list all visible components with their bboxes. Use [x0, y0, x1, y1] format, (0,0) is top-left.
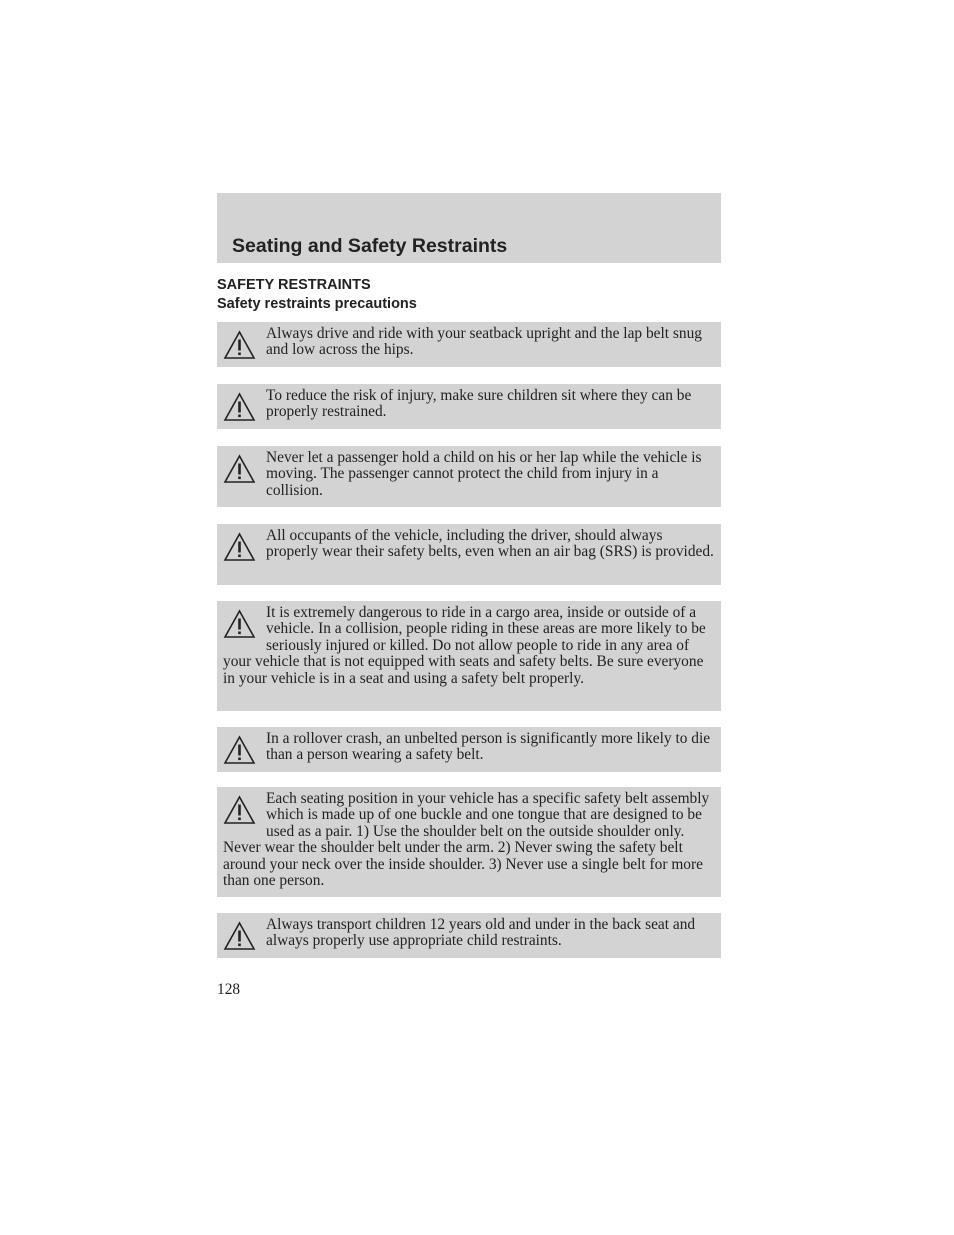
warning-box — [217, 913, 721, 958]
warning-text: It is extremely dangerous to ride in a cargo area, inside or outside of a vehicle. In a collision, people riding in these areas are more likely to be seriously injured or killed. Do not allow people to ride in any area of your vehicle that is not equipped with seats and safety belts. Be sure everyone in your vehicle is in a seat and using a safety belt properly. — [223, 604, 706, 687]
warning-triangle-icon — [223, 532, 256, 562]
warning-triangle-icon — [223, 392, 256, 422]
warning-triangle-icon — [223, 330, 256, 360]
warning-text: In a rollover crash, an unbelted person is significantly more likely to die than a person wearing a safety belt. — [266, 730, 711, 764]
warning-box — [217, 787, 721, 897]
section-header-band — [217, 193, 721, 263]
warning-box — [217, 384, 721, 429]
warning-box — [217, 322, 721, 367]
warning-text: To reduce the risk of injury, make sure children sit where they can be properly restrained. — [266, 387, 692, 421]
warning-triangle-icon — [223, 609, 256, 639]
warning-box — [217, 446, 721, 507]
subsection-heading: Safety restraints precautions — [217, 296, 417, 312]
warning-text: Always drive and ride with your seatback upright and the lap belt snug and low across the hips. — [266, 325, 702, 359]
warning-triangle-icon — [223, 454, 256, 484]
warning-triangle-icon — [223, 795, 256, 825]
warning-triangle-icon — [223, 735, 256, 765]
warning-text: Each seating position in your vehicle has a specific safety belt assembly which is made up of one buckle and one tongue that are designed to be used as a pair. 1) Use the shoulder belt on the outside shoulder only. Never wear the shoulder belt under the arm. 2) Never swing the safety belt around your neck over the inside shoulder. 3) Never use a single belt for more than one person. — [223, 790, 710, 890]
warning-box — [217, 727, 721, 772]
page-number: 128 — [217, 981, 241, 998]
section-heading: SAFETY RESTRAINTS — [217, 277, 371, 293]
warning-triangle-icon — [223, 921, 256, 951]
warning-text: Never let a passenger hold a child on his or her lap while the vehicle is moving. The passenger cannot protect the child from injury in a collision. — [266, 449, 702, 499]
warning-box — [217, 524, 721, 585]
warning-text: Always transport children 12 years old and under in the back seat and always properly use appropriate child restraints. — [266, 916, 696, 950]
warning-text: All occupants of the vehicle, including the driver, should always properly wear their safety belts, even when an air bag (SRS) is provided. — [266, 527, 714, 561]
page-title: Seating and Safety Restraints — [232, 235, 508, 257]
warning-box — [217, 601, 721, 711]
